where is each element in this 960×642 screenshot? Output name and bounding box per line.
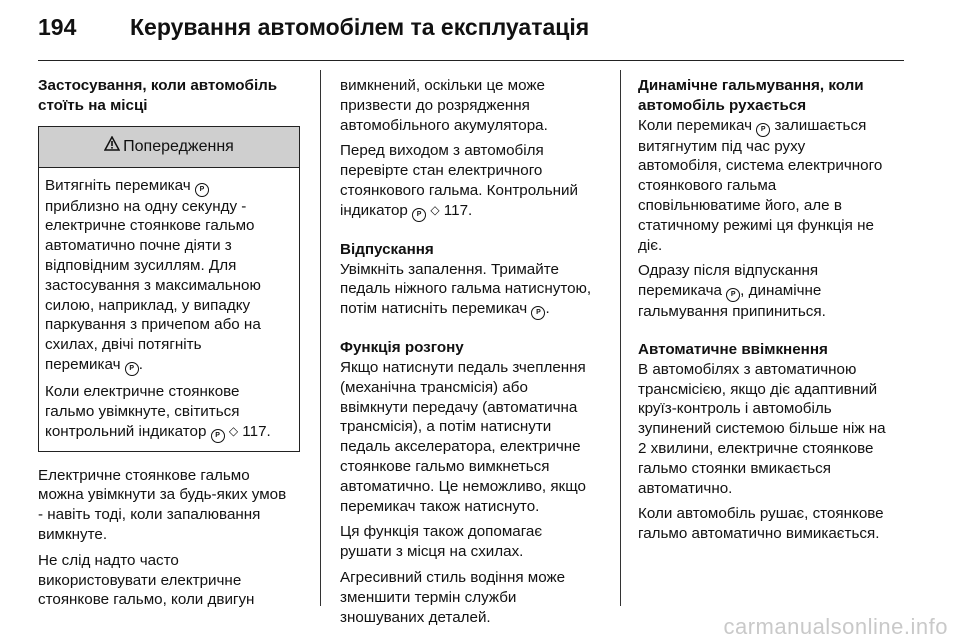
page-number: 194	[38, 14, 77, 40]
page-header	[38, 14, 904, 48]
paragraph: Коли автомобіль рушає, стоянкове гальмо автоматично вимикається.	[638, 505, 884, 543]
parking-brake-icon: P	[726, 288, 740, 302]
warning-header	[39, 127, 299, 168]
section-heading-stationary: Застосування, коли автомобіль стоїть на місці	[38, 77, 278, 114]
paragraph: Якщо натиснути педаль зчеплення (механічна трансмісія) або ввімкнути передачу (автоматична трансмісія), а потім натиснути педаль акселератора, електричне стоянкове гальмо вимкнеться автоматично. Це неможливо, якщо перемикач також натиснуто.	[340, 358, 586, 515]
warning-box	[38, 126, 300, 452]
warning-body	[39, 168, 299, 451]
column-1	[38, 76, 300, 616]
section-heading-release: Відпускання	[340, 240, 434, 258]
section-heading-auto-engage: Автоматичне ввімкнення	[638, 340, 828, 358]
page-title: Керування автомобілем та експлуатація	[130, 14, 590, 40]
section-heading-dynamic-braking: Динамічне гальмування, коли автомобіль рухається	[638, 77, 864, 114]
paragraph: Не слід надто часто використовувати електричне стоянкове гальмо, коли двигун	[38, 551, 255, 609]
parking-brake-icon: P	[195, 183, 209, 197]
paragraph: Увімкніть запалення. Тримайте педаль ніжного гальма натиснутою, потім натисніть перемикач P .	[340, 260, 608, 321]
page-reference-arrow-icon: ◇	[430, 202, 440, 217]
paragraph: Електричне стоянкове гальмо можна увімкнути за будь-яких умов - навіть тоді, коли запалювання вимкнуте.	[38, 466, 287, 543]
paragraph: Коли перемикач P залишається витягнутим під час руху автомобіля, система електричного стоянкового гальма сповільнюватиме його, але в статичному режимі ця функція не діє.	[638, 116, 883, 254]
section-heading-drive-away: Функція розгону	[340, 339, 464, 357]
parking-brake-icon: P	[412, 208, 426, 222]
paragraph: В автомобілях з автоматичною трансмісією, якщо діє адаптивний круїз-контроль і автомобіль зупинений системою більше ніж на 2 хвилини, електричне стоянкове гальмо стоянки вмикається автоматично.	[638, 360, 886, 497]
paragraph: вимкнений, оскільки це може призвести до розрядження автомобільного акумулятора.	[340, 77, 548, 134]
watermark: carmanualsonline.info	[723, 614, 948, 639]
column-2	[340, 76, 608, 633]
parking-brake-icon: P	[211, 429, 225, 443]
column-divider-2	[620, 70, 621, 606]
page-reference-link[interactable]: 117.	[439, 201, 473, 219]
paragraph: Ця функція також допомагає рушати з місця на схилах.	[340, 523, 543, 561]
header-divider	[38, 60, 904, 61]
parking-brake-icon: P	[125, 362, 139, 376]
parking-brake-icon: P	[756, 123, 770, 137]
column-3	[638, 76, 908, 550]
page-reference-link[interactable]: 117.	[238, 422, 271, 440]
warning-paragraph-2: Коли електричне стоянкове гальмо увімкнуте, світиться контрольний індикатор P ◇ 117.	[45, 382, 293, 443]
page-reference-arrow-icon: ◇	[228, 423, 239, 438]
parking-brake-icon: P	[531, 306, 545, 320]
paragraph: Перед виходом з автомобіля перевірте стан електричного стоянкового гальма. Контрольний індикатор P ◇ 117.	[340, 141, 608, 221]
warning-triangle-icon	[104, 136, 120, 157]
paragraph: Одразу після відпускання перемикача P , динамічне гальмування припиниться.	[638, 262, 826, 321]
warning-paragraph-1: Витягніть перемикач P приблизно на одну секунду - електричне стоянкове гальмо автоматично почне діяти з відповідним зусиллям. Для застосування з максимальною силою, наприклад, у випадку паркування з причепом або на схилах, двічі потягніть перемикач P .	[45, 176, 293, 376]
paragraph: Агресивний стиль водіння може зменшити термін служби зношуваних деталей.	[340, 568, 566, 626]
column-divider-1	[320, 70, 321, 606]
warning-title: Попередження	[123, 137, 234, 155]
